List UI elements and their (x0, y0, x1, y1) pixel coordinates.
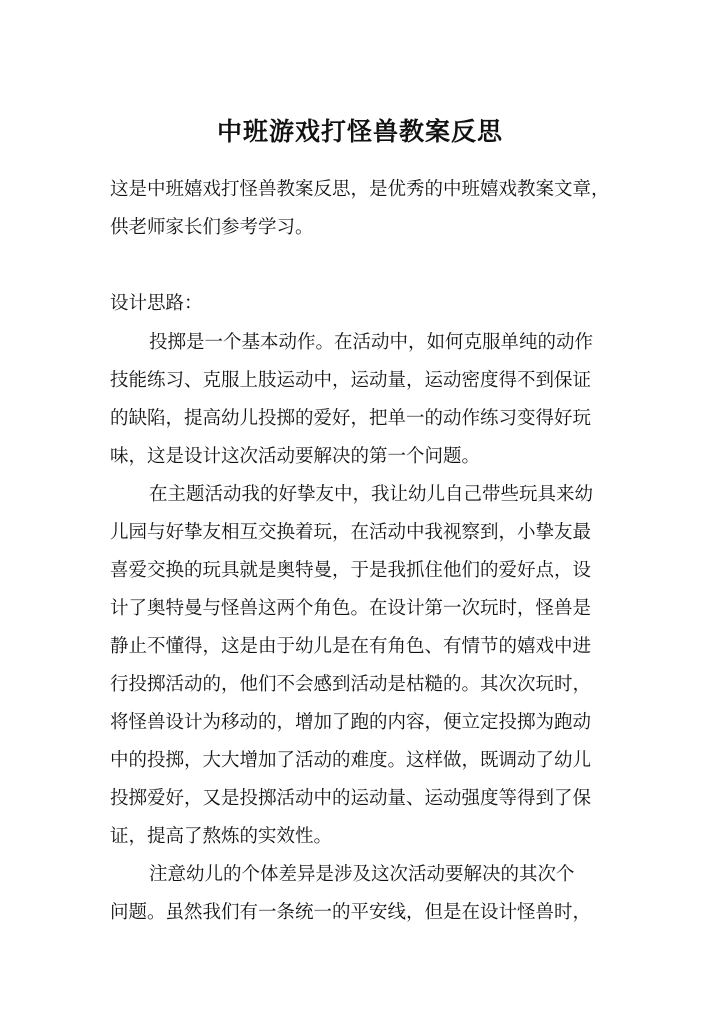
paragraph-line: 儿园与好挚友相互交换着玩，在活动中我视察到，小挚友最 (110, 522, 592, 543)
paragraph-line: 注意幼儿的个体差异是涉及这次活动要解决的其次个 (149, 864, 575, 885)
paragraph-line: 投掷是一个基本动作。在活动中，如何克服单纯的动作 (149, 332, 594, 353)
paragraph-line: 的缺陷，提高幼儿投掷的爱好，把单一的动作练习变得好玩 (110, 408, 592, 429)
paragraph-line: 静止不懂得，这是由于幼儿是在有角色、有情节的嬉戏中进 (110, 636, 592, 657)
paragraph-line: 味，这是设计这次活动要解决的第一个问题。 (110, 446, 481, 467)
paragraph-line: 中的投掷，大大增加了活动的难度。这样做，既调动了幼儿 (110, 750, 592, 771)
intro-line: 供老师家长们参考学习。 (110, 217, 314, 238)
paragraph-line: 计了奥特曼与怪兽这两个角色。在设计第一次玩时，怪兽是 (110, 598, 592, 619)
paragraph-line: 行投掷活动的，他们不会感到活动是枯糙的。其次次玩时， (110, 674, 592, 695)
document-title: 中班游戏打怪兽教案反思 (216, 117, 503, 146)
section-heading: 设计思路： (110, 293, 203, 314)
paragraph-line: 证，提高了熬炼的实效性。 (110, 826, 333, 847)
paragraph-line: 问题。虽然我们有一条统一的平安线，但是在设计怪兽时， (110, 902, 592, 923)
paragraph-line: 喜爱交换的玩具就是奥特曼，于是我抓住他们的爱好点，设 (110, 560, 592, 581)
paragraph-line: 投掷爱好，又是投掷活动中的运动量、运动强度等得到了保 (110, 788, 592, 809)
paragraph-line: 在主题活动我的好挚友中，我让幼儿自己带些玩具来幼 (149, 484, 594, 505)
paragraph-line: 将怪兽设计为移动的，增加了跑的内容，便立定投掷为跑动 (110, 712, 592, 733)
paragraph-line: 技能练习、克服上肢运动中，运动量，运动密度得不到保证 (110, 370, 592, 391)
intro-line: 这是中班嬉戏打怪兽教案反思，是优秀的中班嬉戏教案文章， (110, 179, 610, 200)
